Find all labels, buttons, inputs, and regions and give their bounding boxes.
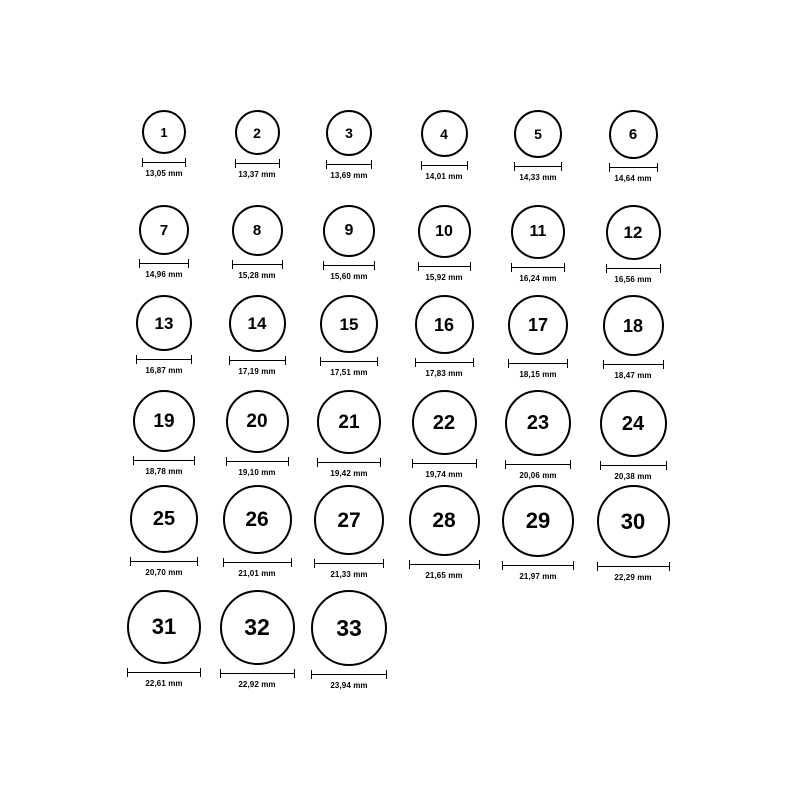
measure-bar <box>326 164 372 165</box>
measure-bar <box>505 464 571 465</box>
ring-circle <box>606 205 661 260</box>
ring-size-number: 7 <box>159 221 169 239</box>
ring-circle <box>133 390 195 452</box>
ring-size-number: 27 <box>337 508 361 532</box>
ring-size-number: 29 <box>525 508 551 533</box>
ring-circle <box>609 110 658 159</box>
ring-size-cell[interactable] <box>217 485 297 578</box>
diameter-label: 18,15 mm <box>519 370 557 379</box>
diameter-label: 13,37 mm <box>238 170 276 179</box>
measure-tick-right <box>386 670 387 679</box>
measure-bar <box>409 564 480 565</box>
measure-tick-left <box>505 460 506 469</box>
diameter-label: 18,47 mm <box>614 371 652 380</box>
measure-tick-left <box>326 160 327 169</box>
ring-size-number: 11 <box>529 223 547 240</box>
ring-size-cell[interactable] <box>498 205 578 283</box>
measure-tick-right <box>561 162 562 171</box>
measure-bar <box>139 263 189 264</box>
diameter-measure-line <box>409 560 480 569</box>
ring-size-cell[interactable] <box>309 110 389 180</box>
diameter-label: 14,01 mm <box>425 172 463 181</box>
measure-tick-left <box>314 559 315 568</box>
measure-tick-right <box>479 560 480 569</box>
ring-size-cell[interactable] <box>309 295 389 377</box>
measure-tick-right <box>476 459 477 468</box>
diameter-label: 20,70 mm <box>145 568 183 577</box>
diameter-measure-line <box>226 457 289 466</box>
measure-tick-left <box>136 355 137 364</box>
measure-tick-right <box>380 458 381 467</box>
measure-tick-left <box>418 262 419 271</box>
measure-tick-left <box>415 358 416 367</box>
ring-size-cell[interactable] <box>404 205 484 282</box>
diameter-label: 21,01 mm <box>238 569 276 578</box>
ring-circle <box>232 205 283 256</box>
diameter-measure-line <box>508 359 568 368</box>
diameter-label: 16,24 mm <box>519 274 557 283</box>
diameter-measure-line <box>232 260 283 269</box>
diameter-measure-line <box>412 459 477 468</box>
ring-size-number: 13 <box>154 313 174 333</box>
measure-tick-left <box>606 264 607 273</box>
ring-size-number: 3 <box>345 125 353 141</box>
measure-tick-right <box>657 163 658 172</box>
diameter-measure-line <box>133 456 195 465</box>
diameter-measure-line <box>235 159 280 168</box>
ring-circle <box>130 485 198 553</box>
measure-tick-left <box>139 259 140 268</box>
ring-size-number: 20 <box>246 411 268 432</box>
diameter-label: 15,60 mm <box>330 272 368 281</box>
ring-circle <box>508 295 568 355</box>
diameter-label: 19,10 mm <box>238 468 276 477</box>
diameter-measure-line <box>142 158 186 167</box>
measure-tick-left <box>142 158 143 167</box>
measure-bar <box>597 566 670 567</box>
ring-circle <box>511 205 565 259</box>
ring-size-cell[interactable] <box>498 485 578 581</box>
ring-size-number: 30 <box>620 508 646 534</box>
ring-circle <box>136 295 192 351</box>
measure-tick-left <box>232 260 233 269</box>
measure-tick-left <box>502 561 503 570</box>
ring-circle <box>314 485 384 555</box>
ring-circle <box>229 295 286 352</box>
measure-tick-left <box>508 359 509 368</box>
measure-bar <box>412 463 477 464</box>
ring-circle <box>415 295 474 354</box>
diameter-label: 20,38 mm <box>614 472 652 481</box>
measure-tick-left <box>323 261 324 270</box>
diameter-measure-line <box>597 562 670 571</box>
diameter-measure-line <box>323 261 375 270</box>
ring-size-number: 2 <box>253 124 261 141</box>
measure-bar <box>127 672 201 673</box>
ring-size-cell[interactable] <box>217 110 297 179</box>
diameter-label: 22,61 mm <box>145 679 183 688</box>
measure-tick-right <box>282 260 283 269</box>
measure-tick-right <box>666 461 667 470</box>
measure-tick-right <box>371 160 372 169</box>
measure-tick-left <box>421 161 422 170</box>
ring-circle <box>597 485 670 558</box>
ring-size-number: 4 <box>440 125 448 142</box>
measure-tick-left <box>609 163 610 172</box>
ring-size-number: 33 <box>336 614 362 641</box>
diameter-label: 21,97 mm <box>519 572 557 581</box>
ring-size-number: 32 <box>244 614 270 640</box>
ring-size-number: 23 <box>526 412 550 434</box>
ring-circle <box>226 390 289 453</box>
measure-tick-right <box>564 263 565 272</box>
measure-tick-left <box>597 562 598 571</box>
ring-size-number: 19 <box>153 410 175 432</box>
measure-tick-right <box>473 358 474 367</box>
measure-bar <box>311 674 387 675</box>
measure-bar <box>609 167 658 168</box>
measure-bar <box>508 363 568 364</box>
measure-bar <box>130 561 198 562</box>
measure-bar <box>232 264 283 265</box>
diameter-measure-line <box>220 669 295 678</box>
ring-size-number: 14 <box>247 314 267 333</box>
measure-tick-left <box>220 669 221 678</box>
diameter-measure-line <box>311 670 387 679</box>
ring-size-number: 18 <box>622 315 644 336</box>
diameter-label: 17,83 mm <box>425 369 463 378</box>
measure-tick-left <box>311 670 312 679</box>
ring-size-number: 15 <box>339 314 359 334</box>
ring-size-cell[interactable] <box>593 110 673 183</box>
measure-tick-left <box>133 456 134 465</box>
ring-size-cell[interactable] <box>124 485 204 577</box>
diameter-label: 16,87 mm <box>145 366 183 375</box>
measure-tick-right <box>294 669 295 678</box>
measure-tick-right <box>663 360 664 369</box>
diameter-measure-line <box>317 458 381 467</box>
ring-size-number: 10 <box>435 222 453 240</box>
measure-tick-left <box>235 159 236 168</box>
diameter-label: 17,19 mm <box>238 367 276 376</box>
ring-size-cell[interactable] <box>593 295 673 380</box>
ring-size-cell[interactable] <box>309 590 389 690</box>
ring-size-cell[interactable] <box>124 390 204 476</box>
ring-size-cell[interactable] <box>217 390 297 477</box>
diameter-measure-line <box>505 460 571 469</box>
diameter-measure-line <box>514 162 562 171</box>
ring-circle <box>142 110 186 154</box>
diameter-measure-line <box>421 161 468 170</box>
diameter-label: 21,65 mm <box>425 571 463 580</box>
diameter-label: 16,56 mm <box>614 275 652 284</box>
measure-tick-left <box>412 459 413 468</box>
ring-circle <box>514 110 562 158</box>
measure-bar <box>136 359 192 360</box>
measure-tick-left <box>229 356 230 365</box>
ring-circle <box>600 390 667 457</box>
ring-size-cell[interactable] <box>404 390 484 479</box>
measure-tick-left <box>223 558 224 567</box>
ring-circle <box>220 590 295 665</box>
ring-size-cell[interactable] <box>217 205 297 280</box>
diameter-label: 15,92 mm <box>425 273 463 282</box>
diameter-label: 22,29 mm <box>614 573 652 582</box>
diameter-label: 23,94 mm <box>330 681 368 690</box>
diameter-label: 13,05 mm <box>145 169 183 178</box>
measure-tick-left <box>320 357 321 366</box>
diameter-measure-line <box>223 558 292 567</box>
measure-tick-right <box>570 460 571 469</box>
diameter-label: 19,74 mm <box>425 470 463 479</box>
measure-bar <box>226 461 289 462</box>
ring-circle <box>409 485 480 556</box>
diameter-label: 14,64 mm <box>614 174 652 183</box>
ring-circle <box>421 110 468 157</box>
measure-tick-right <box>383 559 384 568</box>
ring-size-number: 16 <box>433 314 455 335</box>
measure-bar <box>142 162 186 163</box>
ring-circle <box>139 205 189 255</box>
ring-circle <box>502 485 574 557</box>
measure-tick-right <box>288 457 289 466</box>
diameter-measure-line <box>130 557 198 566</box>
measure-tick-left <box>127 668 128 677</box>
ring-circle <box>320 295 378 353</box>
measure-tick-right <box>279 159 280 168</box>
ring-size-cell[interactable] <box>124 295 204 375</box>
ring-circle <box>235 110 280 155</box>
diameter-label: 13,69 mm <box>330 171 368 180</box>
ring-size-cell[interactable] <box>498 390 578 480</box>
diameter-measure-line <box>229 356 286 365</box>
ring-size-cell[interactable] <box>593 205 673 284</box>
measure-tick-left <box>317 458 318 467</box>
measure-bar <box>421 165 468 166</box>
ring-size-number: 5 <box>534 126 542 142</box>
diameter-label: 20,06 mm <box>519 471 557 480</box>
measure-bar <box>606 268 661 269</box>
ring-size-number: 25 <box>152 508 176 530</box>
ring-size-cell[interactable] <box>498 295 578 379</box>
ring-size-cell[interactable] <box>217 295 297 376</box>
diameter-measure-line <box>609 163 658 172</box>
ring-circle <box>323 205 375 257</box>
ring-size-cell[interactable] <box>124 590 204 688</box>
ring-size-number: 17 <box>527 315 549 335</box>
diameter-measure-line <box>127 668 201 677</box>
measure-tick-left <box>226 457 227 466</box>
measure-bar <box>418 266 471 267</box>
diameter-measure-line <box>606 264 661 273</box>
measure-tick-right <box>194 456 195 465</box>
measure-bar <box>514 166 562 167</box>
diameter-label: 14,33 mm <box>519 173 557 182</box>
measure-bar <box>317 462 381 463</box>
diameter-measure-line <box>136 355 192 364</box>
ring-size-number: 22 <box>432 411 456 434</box>
measure-tick-right <box>669 562 670 571</box>
ring-circle <box>127 590 201 664</box>
measure-tick-right <box>285 356 286 365</box>
ring-circle <box>311 590 387 666</box>
ring-size-cell[interactable] <box>593 390 673 481</box>
ring-circle <box>603 295 664 356</box>
diameter-measure-line <box>511 263 565 272</box>
measure-tick-right <box>467 161 468 170</box>
diameter-label: 22,92 mm <box>238 680 276 689</box>
measure-tick-right <box>377 357 378 366</box>
diameter-measure-line <box>418 262 471 271</box>
ring-size-number: 26 <box>245 508 269 531</box>
diameter-measure-line <box>139 259 189 268</box>
measure-tick-left <box>130 557 131 566</box>
ring-size-cell[interactable] <box>309 205 389 281</box>
measure-tick-right <box>374 261 375 270</box>
measure-bar <box>600 465 667 466</box>
ring-circle <box>223 485 292 554</box>
ring-size-cell[interactable] <box>124 110 204 178</box>
measure-tick-left <box>600 461 601 470</box>
measure-tick-right <box>660 264 661 273</box>
ring-circle <box>412 390 477 455</box>
ring-size-number: 1 <box>160 124 168 140</box>
measure-tick-right <box>185 158 186 167</box>
ring-circle <box>418 205 471 258</box>
ring-size-cell[interactable] <box>309 390 389 478</box>
measure-bar <box>502 565 574 566</box>
measure-bar <box>223 562 292 563</box>
diameter-label: 15,28 mm <box>238 271 276 280</box>
measure-bar <box>314 563 384 564</box>
ring-size-number: 28 <box>432 509 456 532</box>
ring-size-number: 9 <box>344 222 354 239</box>
measure-bar <box>603 364 664 365</box>
measure-bar <box>235 163 280 164</box>
measure-tick-right <box>567 359 568 368</box>
diameter-label: 14,96 mm <box>145 270 183 279</box>
measure-tick-left <box>511 263 512 272</box>
ring-circle <box>505 390 571 456</box>
measure-tick-right <box>291 558 292 567</box>
measure-bar <box>320 361 378 362</box>
ring-size-number: 6 <box>628 126 638 143</box>
measure-tick-left <box>603 360 604 369</box>
diameter-measure-line <box>326 160 372 169</box>
ring-circle <box>317 390 381 454</box>
diameter-label: 19,42 mm <box>330 469 368 478</box>
measure-bar <box>133 460 195 461</box>
measure-tick-right <box>470 262 471 271</box>
measure-tick-right <box>191 355 192 364</box>
ring-size-cell[interactable] <box>404 485 484 580</box>
ring-size-cell[interactable] <box>404 295 484 378</box>
diameter-label: 18,78 mm <box>145 467 183 476</box>
diameter-measure-line <box>603 360 664 369</box>
diameter-measure-line <box>314 559 384 568</box>
diameter-label: 21,33 mm <box>330 570 368 579</box>
measure-tick-right <box>197 557 198 566</box>
ring-size-cell[interactable] <box>593 485 673 582</box>
measure-bar <box>415 362 474 363</box>
ring-size-cell[interactable] <box>309 485 389 579</box>
ring-size-number: 24 <box>621 412 645 435</box>
ring-size-number: 8 <box>252 222 262 239</box>
ring-size-cell[interactable] <box>217 590 297 689</box>
measure-tick-right <box>573 561 574 570</box>
measure-tick-right <box>200 668 201 677</box>
diameter-label: 17,51 mm <box>330 368 368 377</box>
measure-bar <box>511 267 565 268</box>
diameter-measure-line <box>502 561 574 570</box>
ring-size-cell[interactable] <box>404 110 484 181</box>
ring-size-number: 21 <box>338 411 360 433</box>
ring-size-cell[interactable] <box>124 205 204 279</box>
diameter-measure-line <box>600 461 667 470</box>
measure-tick-left <box>514 162 515 171</box>
ring-size-number: 31 <box>151 614 177 639</box>
diameter-measure-line <box>415 358 474 367</box>
measure-bar <box>323 265 375 266</box>
measure-bar <box>220 673 295 674</box>
measure-bar <box>229 360 286 361</box>
ring-size-cell[interactable] <box>498 110 578 182</box>
ring-circle <box>326 110 372 156</box>
measure-tick-right <box>188 259 189 268</box>
measure-tick-left <box>409 560 410 569</box>
ring-size-number: 12 <box>623 223 643 242</box>
diameter-measure-line <box>320 357 378 366</box>
